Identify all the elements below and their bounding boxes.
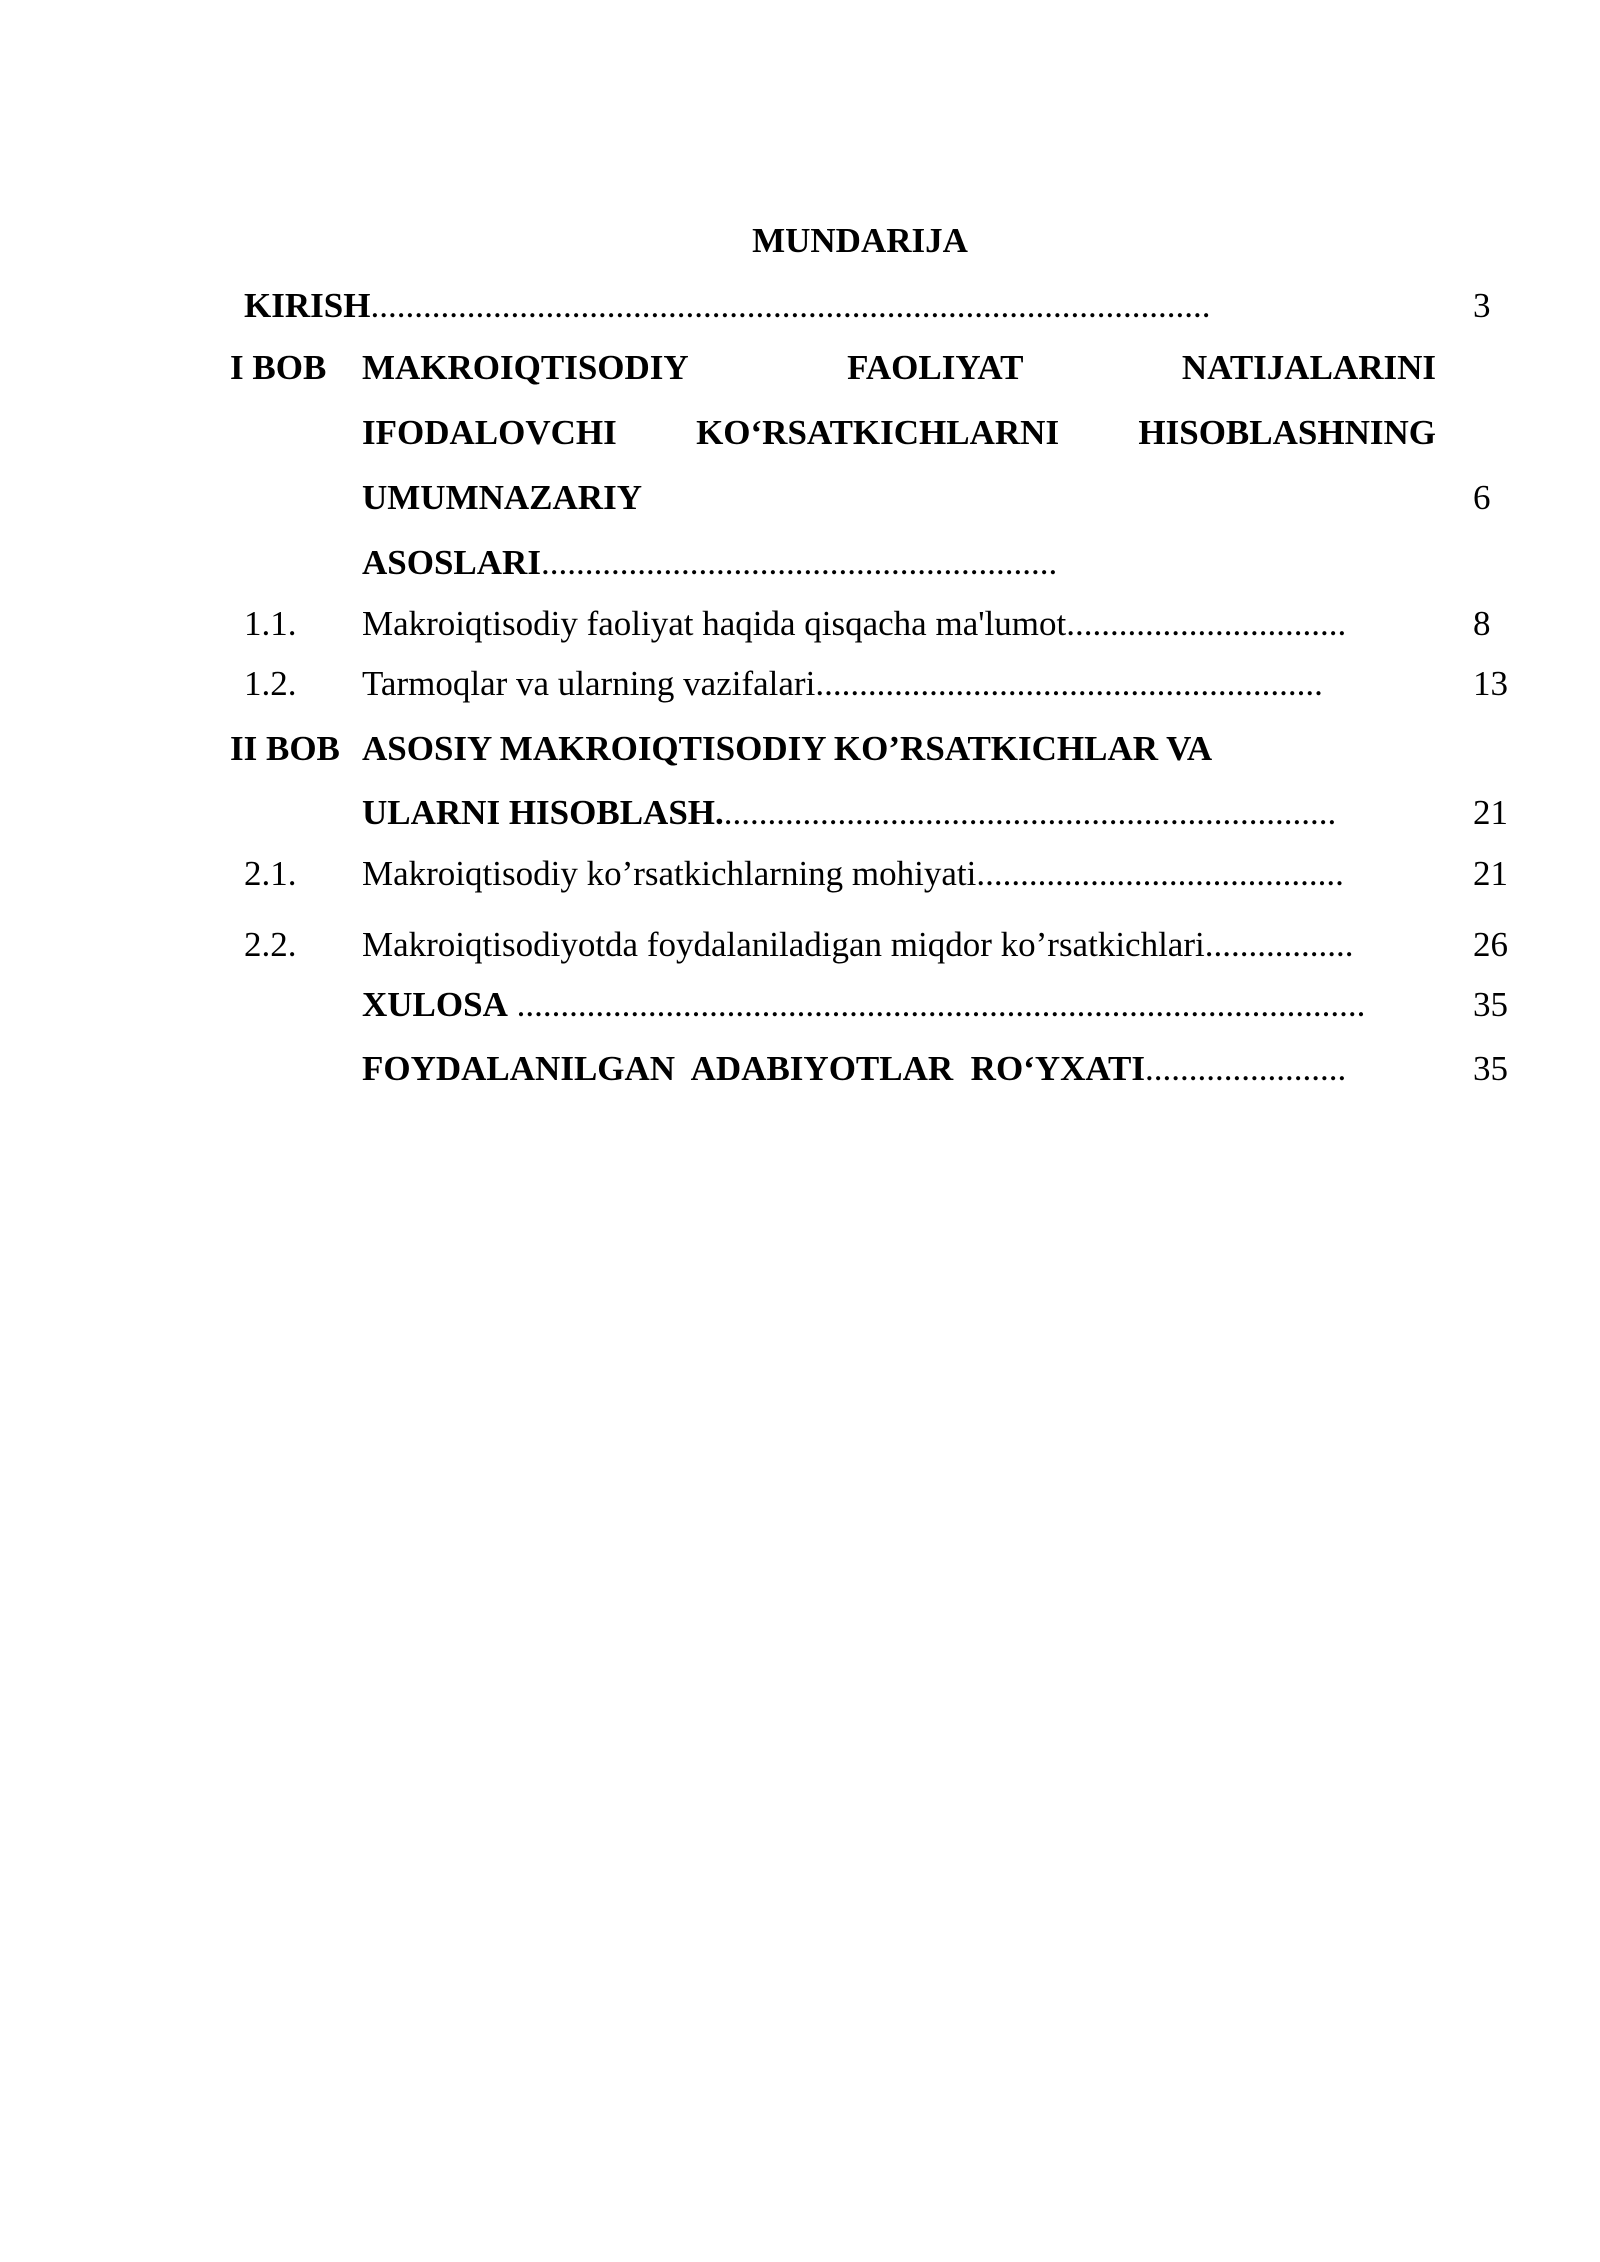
toc-label: Makroiqtisodiy ko’rsatkichlarning mohiyati — [362, 854, 977, 893]
toc-label: Makroiqtisodiy faoliyat haqida qisqacha ma'lumot — [362, 604, 1067, 643]
toc-page-number: 35 — [1473, 985, 1508, 1024]
toc-entry-bob2-line2[interactable] — [362, 791, 1336, 835]
section-number: 1.1. — [244, 604, 297, 643]
page-title: MUNDARIJA — [752, 221, 968, 260]
toc-label: ASOSLARI — [362, 543, 541, 582]
toc-dots: ........................................................... — [540, 543, 1058, 582]
toc-dots: ................................................................................................. — [507, 985, 1366, 1024]
toc-dots: ....................... — [1145, 1049, 1347, 1088]
toc-entry-2-2[interactable] — [362, 923, 1353, 967]
chapter-number: I BOB — [230, 348, 327, 387]
toc-label: Tarmoqlar va ularning vazifalari — [362, 664, 816, 703]
toc-dots: ................................................................................................ — [370, 286, 1211, 325]
word: FAOLIYAT — [847, 348, 1024, 387]
toc-entry-bob2-line1[interactable]: ASOSIY MAKROIQTISODIY KO’RSATKICHLAR VA — [362, 729, 1213, 768]
word: KO‘RSATKICHLARNI — [696, 413, 1060, 452]
toc-dots: .......................................... — [976, 854, 1344, 893]
toc-page-number: 13 — [1473, 664, 1508, 703]
toc-page-number: 26 — [1473, 925, 1508, 964]
toc-dots: ................................ — [1066, 604, 1347, 643]
word: NATIJALARINI — [1181, 348, 1436, 387]
toc-dots: .......................................................... — [815, 664, 1323, 703]
toc-label: ULARNI HISOBLASH. — [362, 793, 724, 832]
chapter-number: II BOB — [230, 729, 340, 768]
toc-entry-bob1-line1[interactable] — [362, 346, 1436, 390]
toc-entry-2-1[interactable] — [362, 852, 1344, 896]
word: HISOBLASHNING — [1138, 413, 1436, 452]
toc-page-number: 35 — [1473, 1049, 1508, 1088]
toc-entry-1-2[interactable] — [362, 662, 1323, 706]
toc-label: XULOSA — [362, 985, 508, 1024]
toc-entry-bob1-line4[interactable] — [362, 541, 1057, 585]
toc-page-number: 6 — [1473, 478, 1491, 517]
toc-page-number: 21 — [1473, 793, 1508, 832]
toc-dots: ...................................................................... — [723, 793, 1337, 832]
section-number: 1.2. — [244, 664, 297, 703]
toc-page-number: 21 — [1473, 854, 1508, 893]
toc-entry-bob1-line3[interactable]: UMUMNAZARIY — [362, 478, 642, 517]
toc-page-number: 3 — [1473, 286, 1491, 325]
section-number: 2.1. — [244, 854, 297, 893]
toc-label: Makroiqtisodiyotda foydalaniladigan miqdor ko’rsatkichlari — [362, 925, 1205, 964]
toc-page-number: 8 — [1473, 604, 1491, 643]
toc-entry-bob1-line2[interactable] — [362, 411, 1436, 455]
toc-dots: ................. — [1204, 925, 1354, 964]
toc-entry-xulosa[interactable] — [362, 983, 1365, 1027]
word: MAKROIQTISODIY — [362, 348, 689, 387]
toc-label: FOYDALANILGAN ADABIYOTLAR RO‘YXATI — [362, 1049, 1146, 1088]
word: IFODALOVCHI — [362, 413, 617, 452]
section-number: 2.2. — [244, 925, 297, 964]
toc-entry-1-1[interactable] — [362, 602, 1346, 646]
toc-entry-kirish[interactable] — [244, 284, 1210, 328]
toc-entry-adabiyotlar[interactable] — [362, 1047, 1346, 1091]
toc-label: KIRISH — [244, 286, 371, 325]
